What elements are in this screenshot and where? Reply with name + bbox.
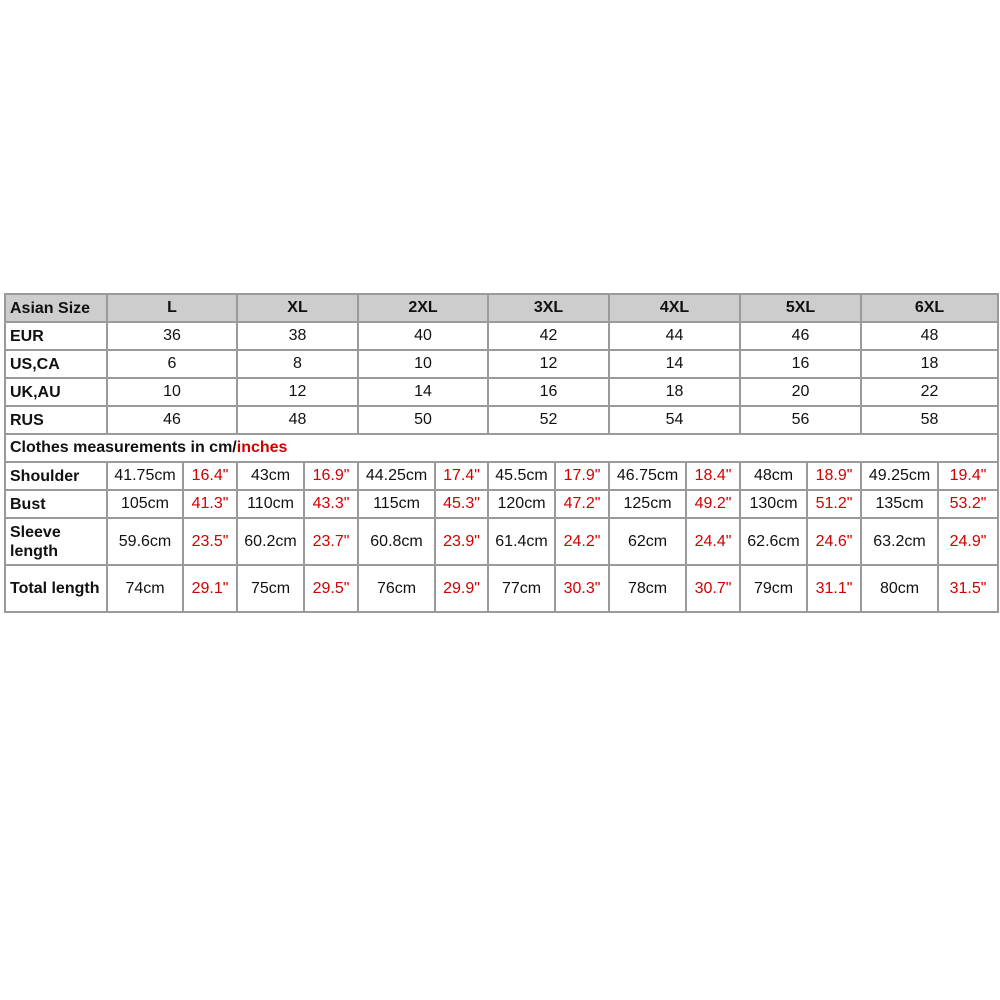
conversion-cell: 44 <box>609 322 740 350</box>
conversion-cell: 36 <box>107 322 237 350</box>
size-header-cell: L <box>107 294 237 322</box>
size-header-cell: 2XL <box>358 294 488 322</box>
conversion-cell: 38 <box>237 322 358 350</box>
inch-cell: 18.4" <box>686 462 740 490</box>
conversion-cell: 20 <box>740 378 861 406</box>
size-chart-table <box>4 293 999 613</box>
conversion-cell: 22 <box>861 378 998 406</box>
conversion-cell: 10 <box>358 350 488 378</box>
row-label: Bust <box>5 490 107 518</box>
inch-cell: 24.2" <box>555 518 609 565</box>
inch-cell: 31.1" <box>807 565 861 612</box>
cm-cell: 75cm <box>237 565 304 612</box>
conversion-cell: 56 <box>740 406 861 434</box>
conversion-cell: 8 <box>237 350 358 378</box>
inch-cell: 53.2" <box>938 490 998 518</box>
conversion-cell: 40 <box>358 322 488 350</box>
size-header-cell: 6XL <box>861 294 998 322</box>
measurement-row <box>5 462 998 490</box>
size-header-row <box>5 294 998 322</box>
conversion-cell: 18 <box>609 378 740 406</box>
inch-cell: 29.1" <box>183 565 237 612</box>
inch-cell: 47.2" <box>555 490 609 518</box>
inch-cell: 19.4" <box>938 462 998 490</box>
cm-cell: 78cm <box>609 565 686 612</box>
inch-cell: 29.5" <box>304 565 358 612</box>
inch-cell: 16.4" <box>183 462 237 490</box>
note-text: Clothes measurements in cm/ <box>10 439 237 456</box>
cm-cell: 80cm <box>861 565 938 612</box>
conversion-cell: 42 <box>488 322 609 350</box>
cm-cell: 49.25cm <box>861 462 938 490</box>
size-header-cell: 4XL <box>609 294 740 322</box>
conversion-cell: 6 <box>107 350 237 378</box>
inch-cell: 23.7" <box>304 518 358 565</box>
inch-cell: 16.9" <box>304 462 358 490</box>
inch-cell: 24.6" <box>807 518 861 565</box>
cm-cell: 62cm <box>609 518 686 565</box>
inch-cell: 30.7" <box>686 565 740 612</box>
conversion-cell: 52 <box>488 406 609 434</box>
conversion-cell: 46 <box>107 406 237 434</box>
inch-cell: 29.9" <box>435 565 488 612</box>
inch-cell: 30.3" <box>555 565 609 612</box>
cm-cell: 125cm <box>609 490 686 518</box>
conversion-cell: 48 <box>861 322 998 350</box>
size-header-cell: 5XL <box>740 294 861 322</box>
conversion-cell: 54 <box>609 406 740 434</box>
row-label: UK,AU <box>5 378 107 406</box>
inch-cell: 45.3" <box>435 490 488 518</box>
measurement-row <box>5 490 998 518</box>
conversion-cell: 58 <box>861 406 998 434</box>
inch-cell: 23.9" <box>435 518 488 565</box>
cm-cell: 60.8cm <box>358 518 435 565</box>
inch-cell: 17.4" <box>435 462 488 490</box>
cm-cell: 130cm <box>740 490 807 518</box>
cm-cell: 74cm <box>107 565 183 612</box>
conversion-row <box>5 322 998 350</box>
inch-cell: 23.5" <box>183 518 237 565</box>
row-label: Sleeve length <box>5 518 107 565</box>
conversion-cell: 16 <box>740 350 861 378</box>
inch-cell: 24.4" <box>686 518 740 565</box>
inch-cell: 17.9" <box>555 462 609 490</box>
cm-cell: 60.2cm <box>237 518 304 565</box>
conversion-row <box>5 350 998 378</box>
conversion-cell: 50 <box>358 406 488 434</box>
cm-cell: 63.2cm <box>861 518 938 565</box>
header-label: Asian Size <box>5 294 107 322</box>
size-header-cell: 3XL <box>488 294 609 322</box>
conversion-row <box>5 406 998 434</box>
conversion-cell: 12 <box>237 378 358 406</box>
conversion-cell: 46 <box>740 322 861 350</box>
inch-cell: 41.3" <box>183 490 237 518</box>
cm-cell: 110cm <box>237 490 304 518</box>
conversion-cell: 14 <box>609 350 740 378</box>
conversion-cell: 10 <box>107 378 237 406</box>
cm-cell: 45.5cm <box>488 462 555 490</box>
row-label: RUS <box>5 406 107 434</box>
conversion-cell: 18 <box>861 350 998 378</box>
measurement-row <box>5 518 998 565</box>
row-label: EUR <box>5 322 107 350</box>
cm-cell: 76cm <box>358 565 435 612</box>
cm-cell: 120cm <box>488 490 555 518</box>
row-label: US,CA <box>5 350 107 378</box>
cm-cell: 105cm <box>107 490 183 518</box>
inch-cell: 51.2" <box>807 490 861 518</box>
conversion-cell: 14 <box>358 378 488 406</box>
measurement-row <box>5 565 998 612</box>
cm-cell: 48cm <box>740 462 807 490</box>
cm-cell: 135cm <box>861 490 938 518</box>
inch-cell: 31.5" <box>938 565 998 612</box>
row-label: Total length <box>5 565 107 612</box>
measurements-note-row <box>5 434 998 462</box>
inch-cell: 18.9" <box>807 462 861 490</box>
inch-cell: 24.9" <box>938 518 998 565</box>
conversion-cell: 16 <box>488 378 609 406</box>
cm-cell: 44.25cm <box>358 462 435 490</box>
cm-cell: 79cm <box>740 565 807 612</box>
cm-cell: 41.75cm <box>107 462 183 490</box>
conversion-row <box>5 378 998 406</box>
cm-cell: 61.4cm <box>488 518 555 565</box>
cm-cell: 62.6cm <box>740 518 807 565</box>
cm-cell: 59.6cm <box>107 518 183 565</box>
size-header-cell: XL <box>237 294 358 322</box>
cm-cell: 115cm <box>358 490 435 518</box>
row-label: Shoulder <box>5 462 107 490</box>
note-highlight: inches <box>236 439 288 456</box>
cm-cell: 43cm <box>237 462 304 490</box>
conversion-cell: 12 <box>488 350 609 378</box>
inch-cell: 43.3" <box>304 490 358 518</box>
inch-cell: 49.2" <box>686 490 740 518</box>
cm-cell: 77cm <box>488 565 555 612</box>
cm-cell: 46.75cm <box>609 462 686 490</box>
measurements-note <box>5 434 998 462</box>
conversion-cell: 48 <box>237 406 358 434</box>
